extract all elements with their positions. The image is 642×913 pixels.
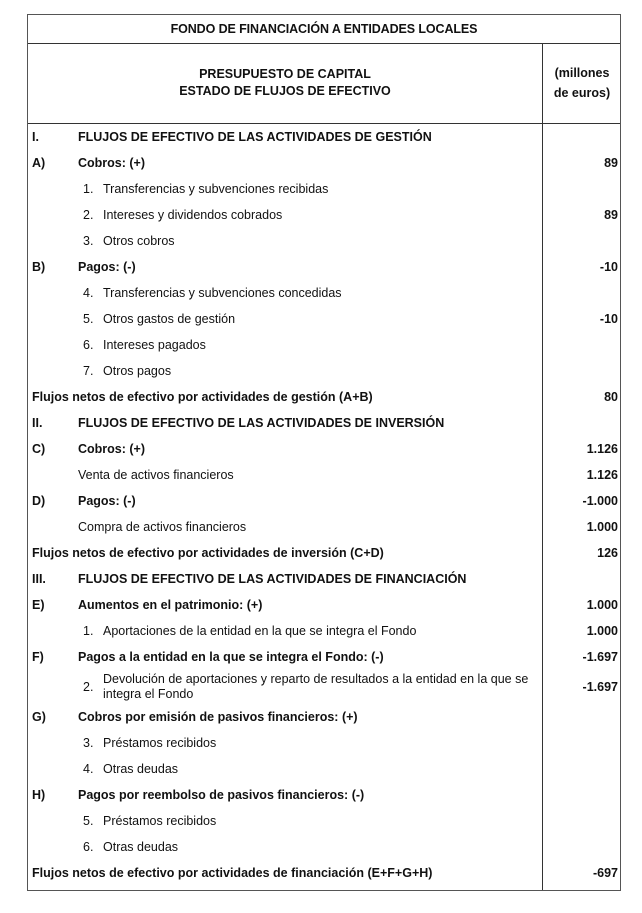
row-value: 1.000: [586, 520, 618, 534]
group-row: [28, 254, 620, 280]
row-label: Transferencias y subvenciones concedidas: [103, 286, 342, 300]
item-row: [28, 514, 620, 540]
row-value: [543, 566, 618, 592]
row-value: [543, 834, 618, 860]
row-code: III.: [32, 572, 46, 586]
row-label: Cobros por emisión de pasivos financieros: (+): [78, 710, 358, 724]
row-label: FLUJOS DE EFECTIVO DE LAS ACTIVIDADES DE FINANCIACIÓN: [78, 572, 467, 586]
row-label: Flujos netos de efectivo por actividades de gestión (A+B): [32, 390, 373, 404]
row-label: Intereses y dividendos cobrados: [103, 208, 283, 222]
item-number: 4.: [83, 762, 94, 776]
item-row: [28, 834, 620, 860]
item-row: [28, 808, 620, 834]
row-value: [543, 176, 618, 202]
row-label: Otras deudas: [103, 762, 179, 776]
row-label: Otros cobros: [103, 234, 175, 248]
row-value: [543, 280, 618, 306]
row-value: [543, 124, 618, 150]
section-header-row: [28, 124, 620, 150]
row-label-wrap: [83, 618, 543, 644]
row-value: 89: [604, 156, 618, 170]
row-label: Pagos por reembolso de pasivos financieros: (-): [78, 788, 365, 802]
group-row: [28, 592, 620, 618]
row-value: [543, 332, 618, 358]
row-label: Pagos: (-): [78, 494, 136, 508]
row-label-wrap: [83, 756, 543, 782]
row-value: 1.000: [586, 624, 618, 638]
item-row: [28, 756, 620, 782]
item-row: [28, 670, 620, 704]
row-label: Préstamos recibidos: [103, 736, 217, 750]
row-value: 1.000: [586, 598, 618, 612]
row-label: Aportaciones de la entidad en la que se integra el Fondo: [103, 624, 417, 638]
row-label: Pagos: (-): [78, 260, 136, 274]
row-value: [543, 808, 618, 834]
row-label: Intereses pagados: [103, 338, 206, 352]
statement-title-line1: PRESUPUESTO DE CAPITAL: [199, 67, 371, 81]
row-label: Transferencias y subvenciones recibidas: [103, 182, 329, 196]
table-header: [28, 43, 620, 124]
row-value: -1.697: [582, 680, 618, 694]
item-row: [28, 228, 620, 254]
table-title-text: FONDO DE FINANCIACIÓN A ENTIDADES LOCALES: [170, 22, 478, 36]
net-flow-total-row: [28, 540, 620, 566]
row-code: B): [32, 260, 46, 274]
row-code: D): [32, 494, 46, 508]
row-value: 80: [604, 390, 618, 404]
row-label: Cobros: (+): [78, 442, 146, 456]
group-row: [28, 436, 620, 462]
unit-line1: (millones: [554, 66, 610, 80]
net-flow-total-row: [28, 860, 620, 886]
row-label: Devolución de aportaciones y reparto de resultados a la entidad en la que se integra el Fondo: [103, 672, 529, 701]
row-value: [543, 704, 618, 730]
item-row: [28, 176, 620, 202]
row-value: 126: [597, 546, 618, 560]
row-label-wrap: [83, 228, 543, 254]
item-row: [28, 730, 620, 756]
row-label-wrap: [83, 808, 543, 834]
row-label-wrap: [83, 834, 543, 860]
item-row: [28, 280, 620, 306]
group-row: [28, 644, 620, 670]
row-label: Flujos netos de efectivo por actividades de inversión (C+D): [32, 546, 384, 560]
row-value: -10: [599, 260, 618, 274]
item-row: [28, 306, 620, 332]
row-code: G): [32, 710, 46, 724]
unit-line2: de euros): [553, 86, 611, 100]
row-value: -10: [599, 312, 618, 326]
row-label: Pagos a la entidad en la que se integra el Fondo: (-): [78, 650, 384, 664]
row-label: FLUJOS DE EFECTIVO DE LAS ACTIVIDADES DE INVERSIÓN: [78, 416, 445, 430]
table-body: [28, 124, 620, 886]
row-label: Aumentos en el patrimonio: (+): [78, 598, 263, 612]
group-row: [28, 150, 620, 176]
row-label: Compra de activos financieros: [78, 520, 247, 534]
table-title: [28, 15, 620, 44]
row-value: [543, 730, 618, 756]
row-value: 1.126: [586, 468, 618, 482]
row-value: [543, 756, 618, 782]
row-label: Venta de activos financieros: [78, 468, 234, 482]
group-row: [28, 488, 620, 514]
item-number: 5.: [83, 814, 94, 828]
row-label: Otras deudas: [103, 840, 179, 854]
item-number: 3.: [83, 736, 94, 750]
row-code: I.: [32, 130, 39, 144]
item-row: [28, 358, 620, 384]
section-header-row: [28, 566, 620, 592]
item-number: 3.: [83, 234, 94, 248]
row-code: E): [32, 598, 45, 612]
group-row: [28, 782, 620, 808]
row-value: [543, 782, 618, 808]
statement-title-line2: ESTADO DE FLUJOS DE EFECTIVO: [179, 84, 391, 98]
row-value: -1.000: [582, 494, 618, 508]
section-header-row: [28, 410, 620, 436]
row-code: H): [32, 788, 46, 802]
row-label: Flujos netos de efectivo por actividades de financiación (E+F+G+H): [32, 866, 433, 880]
row-label: Otros gastos de gestión: [103, 312, 236, 326]
row-value: -1.697: [582, 650, 618, 664]
row-label: FLUJOS DE EFECTIVO DE LAS ACTIVIDADES DE GESTIÓN: [78, 130, 432, 144]
item-number: 6.: [83, 338, 94, 352]
row-label: Cobros: (+): [78, 156, 146, 170]
row-label-wrap: [83, 176, 543, 202]
item-number: 4.: [83, 286, 94, 300]
item-row: [28, 462, 620, 488]
row-label-wrap: [83, 670, 543, 704]
row-code: II.: [32, 416, 43, 430]
item-row: [28, 618, 620, 644]
item-number: 5.: [83, 312, 94, 326]
item-number: 1.: [83, 182, 94, 196]
item-number: 7.: [83, 364, 94, 378]
row-code: C): [32, 442, 46, 456]
row-label-wrap: [83, 332, 543, 358]
row-value: -697: [592, 866, 618, 880]
row-value: 89: [604, 208, 618, 222]
row-label-wrap: [83, 280, 543, 306]
row-label: Otros pagos: [103, 364, 172, 378]
net-flow-total-row: [28, 384, 620, 410]
item-number: 2.: [83, 208, 94, 222]
row-value: [543, 410, 618, 436]
statement-title: [28, 43, 542, 123]
row-label-wrap: [83, 358, 543, 384]
row-label: Préstamos recibidos: [103, 814, 217, 828]
row-code: A): [32, 156, 46, 170]
unit-header: [543, 43, 621, 123]
cash-flow-table: [27, 14, 621, 891]
item-number: 2.: [83, 679, 94, 694]
group-row: [28, 704, 620, 730]
row-value: [543, 358, 618, 384]
item-row: [28, 202, 620, 228]
row-value: 1.126: [586, 442, 618, 456]
item-number: 1.: [83, 624, 94, 638]
row-label-wrap: [83, 202, 543, 228]
row-code: F): [32, 650, 44, 664]
item-number: 6.: [83, 840, 94, 854]
row-label-wrap: [83, 730, 543, 756]
row-value: [543, 228, 618, 254]
row-label-wrap: [83, 306, 543, 332]
item-row: [28, 332, 620, 358]
